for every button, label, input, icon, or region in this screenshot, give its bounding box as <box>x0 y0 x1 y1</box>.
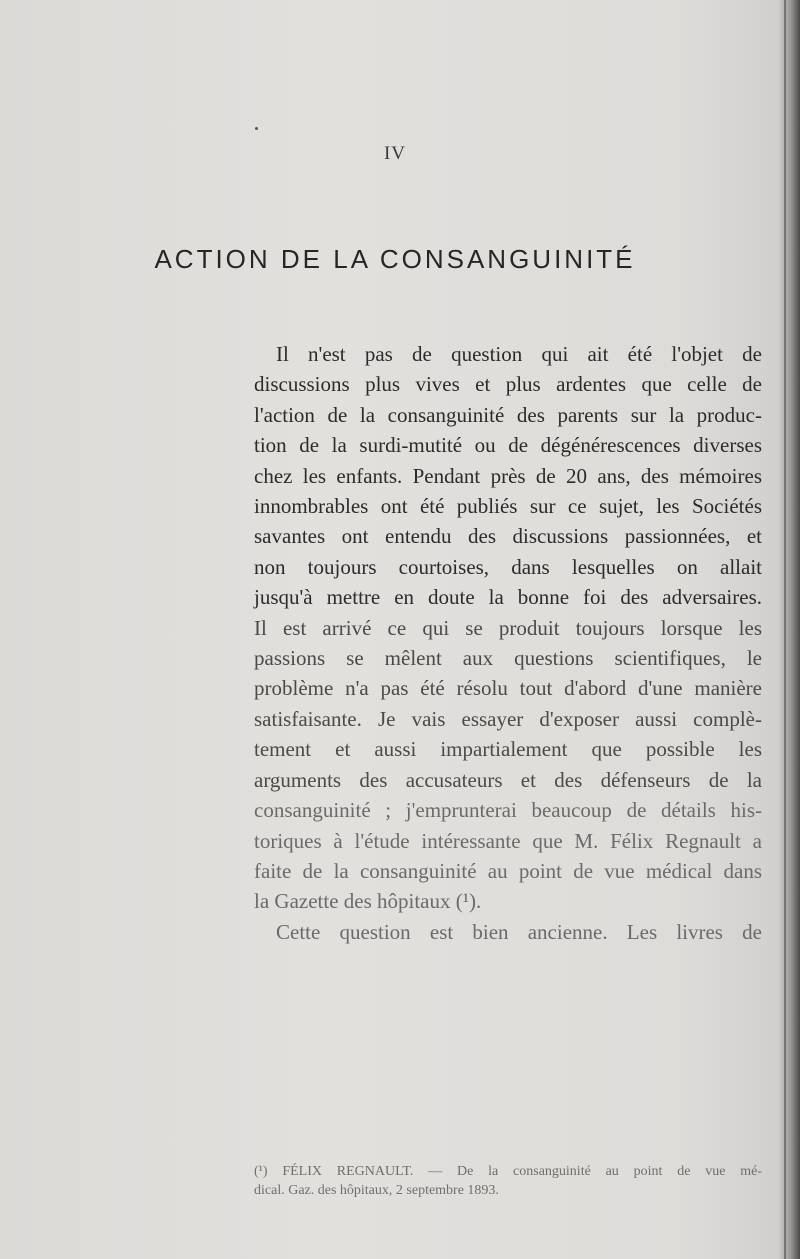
chapter-title: ACTION DE LA CONSANGUINITÉ <box>154 244 636 274</box>
text-line: toriques à l'étude intéressante que M. Félix Regnault a <box>254 828 762 853</box>
text-line: arguments des accusateurs et des défenseurs de la <box>254 767 762 792</box>
text-line: Il est arrivé ce qui se produit toujours lorsque les <box>254 615 762 640</box>
chapter-number: IV <box>383 143 407 164</box>
text-line: la Gazette des hôpitaux (¹). <box>254 889 482 914</box>
text-line: passions se mêlent aux questions scientifiques, le <box>254 646 762 671</box>
text-line: problème n'a pas été résolu tout d'abord d'une manière <box>254 676 762 701</box>
text-line: Cette question est bien ancienne. Les livres de <box>276 919 762 944</box>
footnote <box>254 1162 762 1200</box>
text-line: satisfaisante. Je vais essayer d'exposer aussi complè- <box>254 706 762 731</box>
footnote-line: dical. Gaz. des hôpitaux, 2 septembre 1893. <box>254 1183 499 1198</box>
text-line: Il n'est pas de question qui ait été l'objet de <box>276 342 762 366</box>
text-line: innombrables ont été publiés sur ce sujet, les Sociétés <box>254 494 762 519</box>
page-edge-shadow <box>778 0 800 1259</box>
text-line: chez les enfants. Pendant près de 20 ans, des mémoires <box>254 463 762 488</box>
text-line: faite de la consanguinité au point de vue médical dans <box>254 858 762 883</box>
footnote-line: (¹) FÉLIX REGNAULT. — De la consanguinité au point de vue mé- <box>254 1164 762 1179</box>
text-line: consanguinité ; j'emprunterai beaucoup de détails his- <box>254 798 762 823</box>
text-line: l'action de la consanguinité des parents sur la produc- <box>254 402 762 427</box>
text-line: savantes ont entendu des discussions passionnées, et <box>254 524 762 549</box>
body-text <box>254 339 762 947</box>
text-line: tement et aussi impartialement que possible les <box>254 737 762 762</box>
text-line: tion de la surdi-mutité ou de dégénérescences diverses <box>254 433 762 458</box>
text-line: jusqu'à mettre en doute la bonne foi des adversaires. <box>254 585 762 610</box>
ink-speck <box>255 127 258 130</box>
text-line: non toujours courtoises, dans lesquelles on allait <box>254 554 762 579</box>
text-line: discussions plus vives et plus ardentes que celle de <box>254 372 762 397</box>
